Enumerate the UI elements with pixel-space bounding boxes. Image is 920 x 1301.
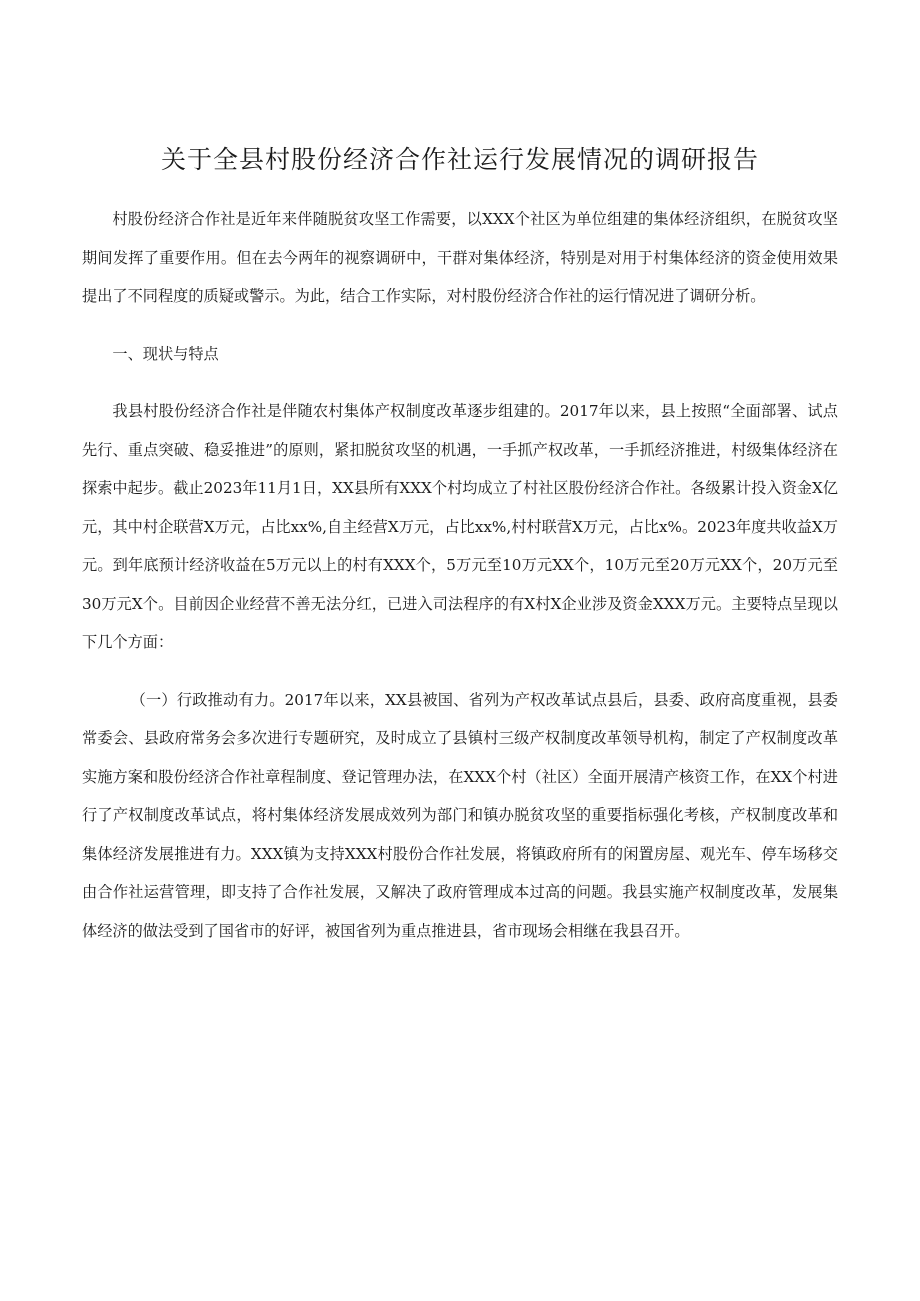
section-heading-1: 一、现状与特点 bbox=[112, 344, 219, 363]
subsection-paragraph-1: （一）行政推动有力。2017年以来，XX县被国、省列为产权改革试点县后，县委、政府高度重视，县委常委会、县政府常务会多次进行专题研究，及时成立了县镇村三级产权制度改革领导机构，制定了产权制度改革实施方案和股份经济合作社章程制度、登记管理办法，在XXX个村（社区）全面开展清产核资工作，在XX个村进行了产权制度改革试点，将村集体经济发展成效列为部门和镇办脱贫攻坚的重要指标强化考核，产权制度改革和集体经济发展推进有力。XXX镇为支持XXX村股份合作社发展，将镇政府所有的闲置房屋、观光车、停车场移交由合作社运营管理，即支持了合作社发展，又解决了政府管理成本过高的问题。我县实施产权制度改革，发展集体经济的做法受到了国省市的好评，被国省列为重点推进县，省市现场会相继在我县召开。 bbox=[82, 690, 838, 940]
intro-paragraph: 村股份经济合作社是近年来伴随脱贫攻坚工作需要，以XXX个社区为单位组建的集体经济组织，在脱贫攻坚期间发挥了重要作用。但在去今两年的视察调研中，干群对集体经济，特别是对用于村集体经济的资金使用效果提出了不同程度的质疑或警示。为此，结合工作实际，对村股份经济合作社的运行情况进了调研分析。 bbox=[82, 210, 838, 305]
document-body bbox=[82, 200, 838, 950]
status-paragraph: 我县村股份经济合作社是伴随农村集体产权制度改革逐步组建的。2017年以来，县上按照“全面部署、试点先行、重点突破、稳妥推进”的原则，紧扣脱贫攻坚的机遇，一手抓产权改革，一手抓经济推进，村级集体经济在探索中起步。截止2023年11月1日，XX县所有XXX个村均成立了村社区股份经济合作社。各级累计投入资金X亿元，其中村企联营X万元，占比xx%,自主经营X万元，占比xx%,村村联营X万元，占比x%。2023年度共收益X万元。到年底预计经济收益在5万元以上的村有XXX个，5万元至10万元XX个，10万元至20万元XX个，20万元至30万元X个。目前因企业经营不善无法分红，已进入司法程序的有X村X企业涉及资金XXX万元。主要特点呈现以下几个方面： bbox=[82, 402, 838, 651]
document-title: 关于全县村股份经济合作社运行发展情况的调研报告 bbox=[160, 145, 759, 174]
